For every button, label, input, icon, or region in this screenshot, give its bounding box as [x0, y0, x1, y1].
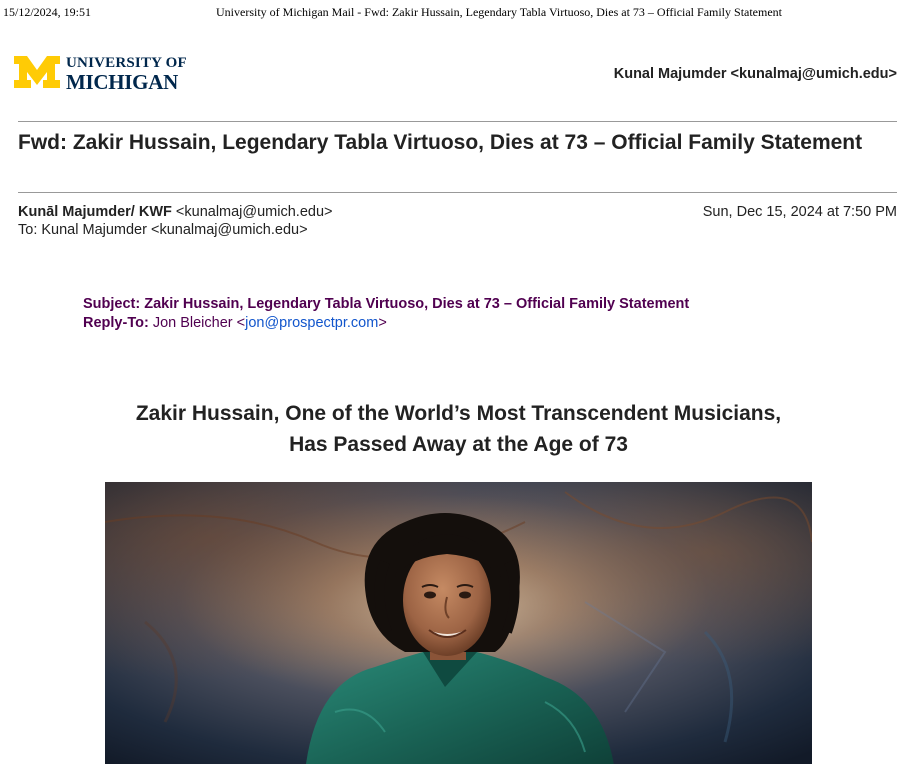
- reply-to-name: Jon Bleicher <: [152, 315, 246, 331]
- forwarded-reply-to: [83, 315, 387, 331]
- print-page-title: University of Michigan Mail - Fwd: Zakir Hussain, Legendary Tabla Virtuoso, Dies at 73 – Official Family Statement: [216, 5, 783, 19]
- logo-line-2: MICHIGAN: [66, 70, 178, 94]
- email-recipient: To: Kunal Majumder <kunalmaj@umich.edu>: [18, 222, 308, 238]
- portrait-image: [105, 482, 812, 764]
- reply-to-label: Reply-To:: [83, 315, 149, 331]
- sender-name: Kunāl Majumder/ KWF: [18, 204, 172, 220]
- headline-line-1: Zakir Hussain, One of the World’s Most Transcendent Musicians,: [135, 402, 782, 425]
- email-subject: Fwd: Zakir Hussain, Legendary Tabla Virtuoso, Dies at 73 – Official Family Statement: [18, 131, 863, 154]
- university-logo[interactable]: [14, 55, 187, 94]
- announcement-headline: [0, 398, 897, 460]
- reply-to-email-link[interactable]: jon@prospectpr.com: [245, 315, 379, 331]
- reply-to-close: >: [378, 315, 387, 331]
- email-sender: [18, 204, 333, 220]
- account-label: Kunal Majumder <kunalmaj@umich.edu>: [613, 66, 897, 82]
- header-divider: [18, 121, 897, 122]
- forwarded-subject-label: Subject:: [83, 296, 141, 312]
- forwarded-subject-text: Zakir Hussain, Legendary Tabla Virtuoso, Dies at 73 – Official Family Statement: [144, 296, 690, 312]
- portrait-photo: [105, 482, 812, 764]
- email-date: Sun, Dec 15, 2024 at 7:50 PM: [702, 204, 897, 220]
- print-header: [0, 5, 897, 21]
- subject-divider: [18, 192, 897, 193]
- logo-line-1: UNIVERSITY OF: [66, 55, 187, 71]
- block-m-icon: [14, 56, 60, 88]
- sender-email: <kunalmaj@umich.edu>: [175, 204, 333, 220]
- print-timestamp: 15/12/2024, 19:51: [3, 5, 92, 19]
- headline-line-2: Has Passed Away at the Age of 73: [289, 433, 628, 456]
- forwarded-subject: [83, 296, 689, 312]
